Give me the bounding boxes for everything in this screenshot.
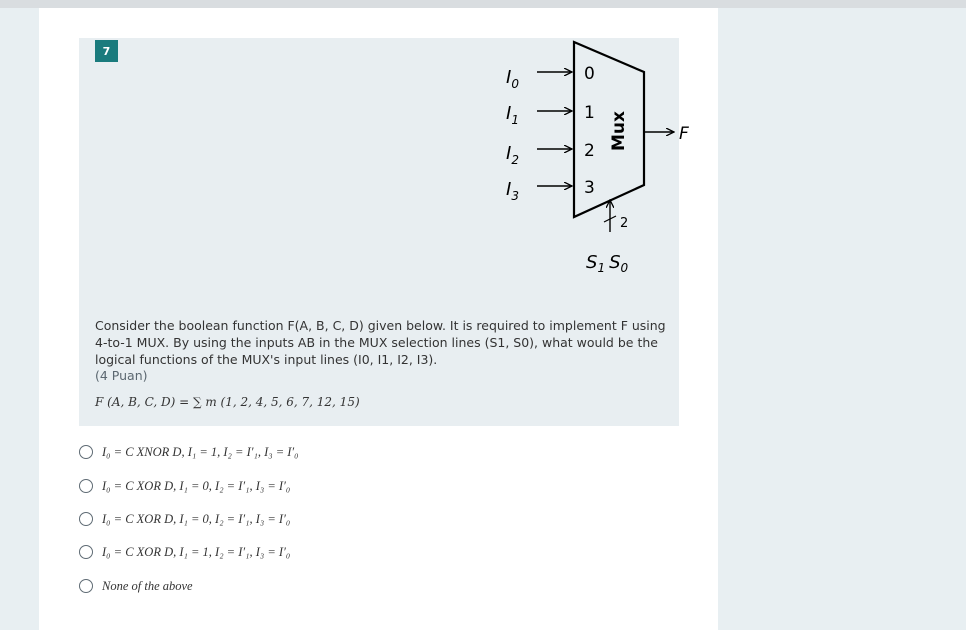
question-text xyxy=(95,318,669,385)
option-4[interactable] xyxy=(79,542,290,562)
question-body: Consider the boolean function F(A, B, C, D) given below. It is required to implement F using 4-to-1 MUX. By using the inputs AB in the MUX selection lines (S1, S0), what would be the logical functions of the MUX's input lines (I0, I1, I2, I3). xyxy=(95,318,666,367)
port-0: 0 xyxy=(584,64,595,84)
boolean-formula: F (A, B, C, D) = ∑ m (1, 2, 4, 5, 6, 7, 12, 15) xyxy=(95,395,360,409)
port-1: 1 xyxy=(584,103,595,123)
question-points: (4 Puan) xyxy=(95,368,148,384)
select-width: 2 xyxy=(620,216,629,231)
option-label: None of the above xyxy=(102,578,193,593)
option-label: I₀ = C XNOR D, I₁ = 1, I₂ = I′₁, I₃ = I′₀ xyxy=(102,444,299,459)
port-2: 2 xyxy=(584,141,595,161)
option-1[interactable] xyxy=(79,442,299,462)
question-box xyxy=(79,38,689,426)
option-label: I₀ = C XOR D, I₁ = 1, I₂ = I′₁, I₃ = I′₀ xyxy=(102,544,291,559)
option-label: I₀ = C XOR D, I₁ = 0, I₂ = I′₁, I₃ = I′₀ xyxy=(102,478,291,493)
input-label-i1: $I_1$ xyxy=(506,103,519,127)
radio-button[interactable] xyxy=(79,512,93,526)
radio-button[interactable] xyxy=(79,545,93,559)
output-label: F xyxy=(679,124,689,144)
input-label-i3: $I_3$ xyxy=(506,179,519,203)
mux-diagram xyxy=(434,38,694,283)
select-labels: $S_1$ $S_0$ xyxy=(586,252,629,275)
mux-label: Mux xyxy=(609,111,629,151)
top-bar xyxy=(0,0,966,8)
radio-button[interactable] xyxy=(79,445,93,459)
question-card xyxy=(39,8,718,630)
input-label-i2: $I_2$ xyxy=(506,143,519,167)
input-label-i0: $I_0$ xyxy=(506,67,519,91)
option-5[interactable] xyxy=(79,576,193,596)
radio-button[interactable] xyxy=(79,479,93,493)
port-3: 3 xyxy=(584,178,595,198)
question-number-badge: 7 xyxy=(95,40,118,62)
option-2[interactable] xyxy=(79,476,290,496)
option-label: I₀ = C XOR D, I₁ = 0, I₂ = I′₁, I₃ = I′₀ xyxy=(102,511,291,526)
radio-button[interactable] xyxy=(79,579,93,593)
option-3[interactable] xyxy=(79,509,290,529)
